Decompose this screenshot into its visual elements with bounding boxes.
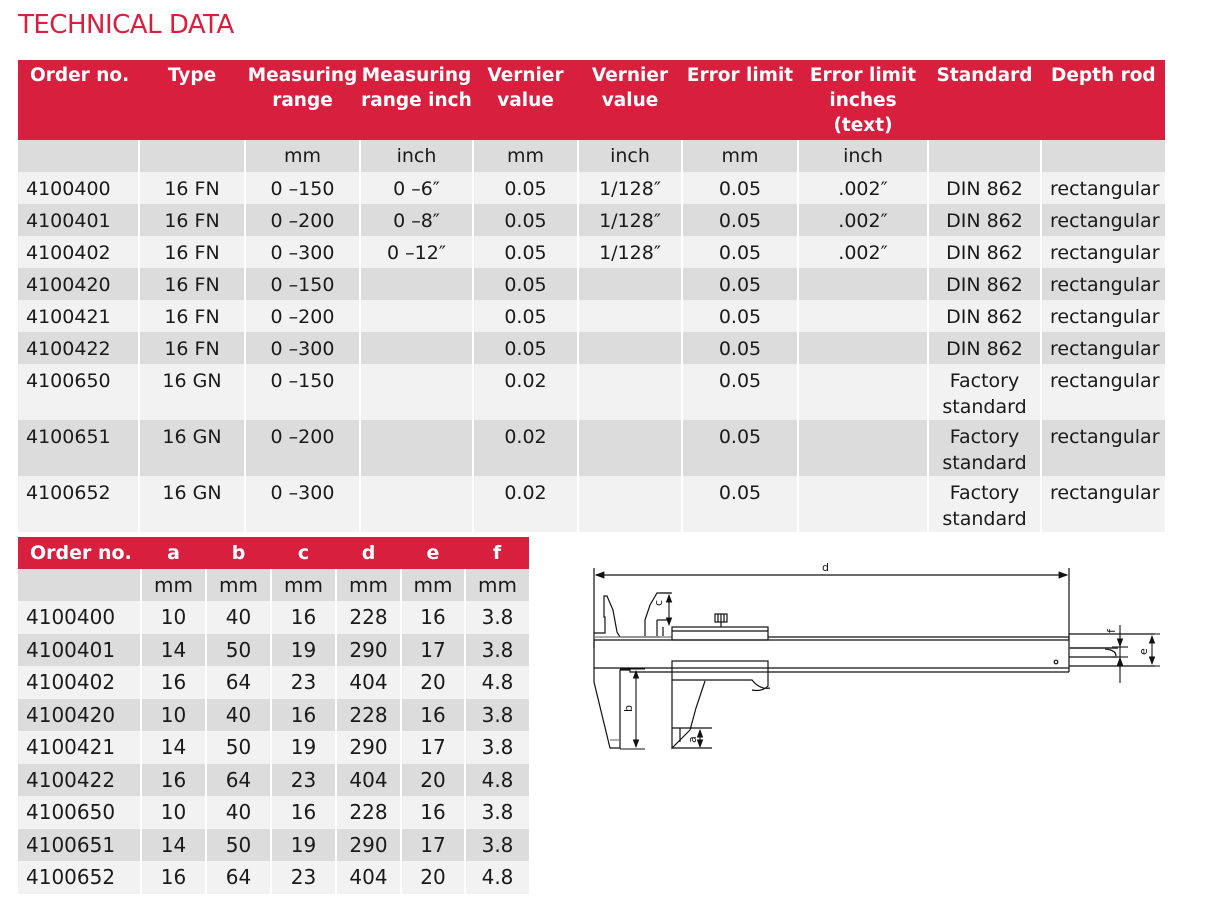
table-row	[18, 420, 1165, 476]
error-inch-cell: .002″	[798, 236, 928, 268]
dim-b-cell: 64	[206, 666, 271, 699]
dim-c-cell: 19	[271, 731, 336, 764]
technical-data-table	[18, 60, 1165, 532]
dimension-label-f: f	[1105, 629, 1118, 633]
dim-c-cell: 23	[271, 861, 336, 894]
depth-rod-cell: rectangular	[1041, 236, 1165, 268]
unit-cell	[1041, 140, 1165, 172]
dim-e-cell: 20	[401, 764, 465, 797]
header-d: d	[336, 537, 401, 569]
dim-a-cell: 10	[141, 796, 206, 829]
unit-cell: mm	[245, 140, 360, 172]
error-inch-cell	[798, 364, 928, 420]
header-vernier-value-mm: Vernier value	[473, 60, 578, 140]
dim-d-cell: 404	[336, 861, 401, 894]
vernier-mm-cell: 0.05	[473, 204, 578, 236]
error-mm-cell: 0.05	[682, 476, 798, 532]
vernier-mm-cell: 0.05	[473, 300, 578, 332]
unit-cell: mm	[682, 140, 798, 172]
vernier-mm-cell: 0.02	[473, 476, 578, 532]
table-row	[18, 268, 1165, 300]
dim-e-cell: 17	[401, 829, 465, 862]
header-b: b	[206, 537, 271, 569]
error-mm-cell: 0.05	[682, 236, 798, 268]
range-inch-cell	[360, 420, 473, 476]
range-mm-cell: 0 –300	[245, 332, 360, 364]
header-a: a	[141, 537, 206, 569]
dim-e-cell: 17	[401, 634, 465, 667]
header-e: e	[401, 537, 465, 569]
dim-d-cell: 404	[336, 764, 401, 797]
type-cell: 16 GN	[139, 476, 245, 532]
error-mm-cell: 0.05	[682, 268, 798, 300]
table-row	[18, 601, 529, 634]
order-no-cell: 4100422	[18, 332, 139, 364]
standard-cell: DIN 862	[928, 236, 1041, 268]
unit-cell: inch	[578, 140, 682, 172]
range-inch-cell: 0 –8″	[360, 204, 473, 236]
vernier-inch-cell: 1/128″	[578, 172, 682, 204]
vernier-mm-cell: 0.05	[473, 236, 578, 268]
range-mm-cell: 0 –150	[245, 172, 360, 204]
type-cell: 16 FN	[139, 332, 245, 364]
error-inch-cell	[798, 420, 928, 476]
order-no-cell: 4100401	[18, 204, 139, 236]
header-type: Type	[139, 60, 245, 140]
dim-f-cell: 3.8	[465, 731, 529, 764]
range-inch-cell	[360, 300, 473, 332]
table-row	[18, 829, 529, 862]
dim-b-cell: 50	[206, 634, 271, 667]
range-mm-cell: 0 –200	[245, 300, 360, 332]
depth-rod-cell: rectangular	[1041, 332, 1165, 364]
standard-cell: DIN 862	[928, 268, 1041, 300]
order-no-cell: 4100402	[18, 666, 141, 699]
dim-f-cell: 3.8	[465, 601, 529, 634]
depth-rod-cell: rectangular	[1041, 364, 1165, 420]
table-row	[18, 476, 1165, 532]
dim-a-cell: 16	[141, 861, 206, 894]
table-row	[18, 796, 529, 829]
table-header-row	[18, 537, 529, 569]
range-mm-cell: 0 –200	[245, 420, 360, 476]
order-no-cell: 4100652	[18, 861, 141, 894]
dim-a-cell: 14	[141, 634, 206, 667]
dimension-label-e: e	[1137, 648, 1150, 655]
vernier-inch-cell	[578, 364, 682, 420]
depth-rod-cell: rectangular	[1041, 172, 1165, 204]
error-mm-cell: 0.05	[682, 300, 798, 332]
standard-cell: Factory standard	[928, 476, 1041, 532]
dim-c-cell: 16	[271, 601, 336, 634]
table-row	[18, 236, 1165, 268]
order-no-cell: 4100652	[18, 476, 139, 532]
depth-rod-cell: rectangular	[1041, 300, 1165, 332]
dim-a-cell: 16	[141, 666, 206, 699]
range-inch-cell	[360, 364, 473, 420]
vernier-inch-cell	[578, 420, 682, 476]
error-mm-cell: 0.05	[682, 204, 798, 236]
header-error-limit-inches: Error limit inches (text)	[798, 60, 928, 140]
header-measuring-range: Measuring range	[245, 60, 360, 140]
dim-f-cell: 3.8	[465, 634, 529, 667]
dimension-label-a: a	[686, 736, 699, 743]
unit-cell: mm	[336, 569, 401, 601]
vernier-mm-cell: 0.02	[473, 364, 578, 420]
caliper-drawing	[590, 555, 1170, 765]
units-row	[18, 140, 1165, 172]
type-cell: 16 FN	[139, 172, 245, 204]
dim-c-cell: 16	[271, 699, 336, 732]
error-mm-cell: 0.05	[682, 364, 798, 420]
dim-a-cell: 10	[141, 699, 206, 732]
dim-d-cell: 228	[336, 796, 401, 829]
order-no-cell: 4100401	[18, 634, 141, 667]
range-inch-cell	[360, 332, 473, 364]
unit-cell: mm	[465, 569, 529, 601]
dim-b-cell: 50	[206, 731, 271, 764]
error-mm-cell: 0.05	[682, 172, 798, 204]
table-row	[18, 364, 1165, 420]
dim-f-cell: 3.8	[465, 829, 529, 862]
dim-e-cell: 16	[401, 796, 465, 829]
dim-f-cell: 4.8	[465, 861, 529, 894]
error-mm-cell: 0.05	[682, 420, 798, 476]
standard-cell: DIN 862	[928, 332, 1041, 364]
dim-f-cell: 4.8	[465, 764, 529, 797]
dim-c-cell: 19	[271, 634, 336, 667]
depth-rod-cell: rectangular	[1041, 476, 1165, 532]
range-mm-cell: 0 –300	[245, 236, 360, 268]
unit-cell	[18, 569, 141, 601]
order-no-cell: 4100651	[18, 829, 141, 862]
dim-c-cell: 19	[271, 829, 336, 862]
dim-d-cell: 290	[336, 829, 401, 862]
range-inch-cell: 0 –12″	[360, 236, 473, 268]
range-inch-cell	[360, 268, 473, 300]
dim-f-cell: 3.8	[465, 699, 529, 732]
unit-cell	[139, 140, 245, 172]
dimension-label-c: c	[652, 599, 665, 606]
dim-e-cell: 17	[401, 731, 465, 764]
error-inch-cell	[798, 332, 928, 364]
header-c: c	[271, 537, 336, 569]
error-inch-cell	[798, 476, 928, 532]
range-mm-cell: 0 –150	[245, 268, 360, 300]
dim-d-cell: 228	[336, 601, 401, 634]
error-inch-cell: .002″	[798, 204, 928, 236]
range-inch-cell: 0 –6″	[360, 172, 473, 204]
table-row	[18, 731, 529, 764]
type-cell: 16 FN	[139, 300, 245, 332]
dim-a-cell: 14	[141, 731, 206, 764]
unit-cell: inch	[798, 140, 928, 172]
order-no-cell: 4100650	[18, 796, 141, 829]
table-row	[18, 764, 529, 797]
page-title: TECHNICAL DATA	[18, 10, 234, 40]
unit-cell: mm	[473, 140, 578, 172]
vernier-mm-cell: 0.02	[473, 420, 578, 476]
order-no-cell: 4100650	[18, 364, 139, 420]
unit-cell: inch	[360, 140, 473, 172]
dim-e-cell: 16	[401, 601, 465, 634]
error-mm-cell: 0.05	[682, 332, 798, 364]
dim-b-cell: 40	[206, 796, 271, 829]
standard-cell: Factory standard	[928, 420, 1041, 476]
table-row	[18, 666, 529, 699]
dim-b-cell: 64	[206, 764, 271, 797]
dim-d-cell: 228	[336, 699, 401, 732]
order-no-cell: 4100421	[18, 731, 141, 764]
dim-c-cell: 23	[271, 764, 336, 797]
dim-f-cell: 3.8	[465, 796, 529, 829]
table-row	[18, 204, 1165, 236]
vernier-inch-cell	[578, 268, 682, 300]
units-row	[18, 569, 529, 601]
table-row	[18, 861, 529, 894]
table-header-row	[18, 60, 1165, 140]
dim-d-cell: 290	[336, 731, 401, 764]
vernier-mm-cell: 0.05	[473, 332, 578, 364]
dim-c-cell: 16	[271, 796, 336, 829]
header-vernier-value-inch: Vernier value	[578, 60, 682, 140]
header-order-no: Order no.	[18, 60, 139, 140]
type-cell: 16 FN	[139, 268, 245, 300]
order-no-cell: 4100420	[18, 699, 141, 732]
header-standard: Standard	[928, 60, 1041, 140]
dim-b-cell: 40	[206, 601, 271, 634]
vernier-inch-cell: 1/128″	[578, 204, 682, 236]
unit-cell: mm	[141, 569, 206, 601]
vernier-inch-cell	[578, 332, 682, 364]
unit-cell: mm	[206, 569, 271, 601]
vernier-mm-cell: 0.05	[473, 268, 578, 300]
dimension-label-d: d	[822, 561, 829, 574]
dim-d-cell: 404	[336, 666, 401, 699]
vernier-inch-cell	[578, 300, 682, 332]
range-mm-cell: 0 –150	[245, 364, 360, 420]
header-f: f	[465, 537, 529, 569]
dim-a-cell: 10	[141, 601, 206, 634]
table-row	[18, 172, 1165, 204]
range-mm-cell: 0 –300	[245, 476, 360, 532]
error-inch-cell	[798, 300, 928, 332]
vernier-mm-cell: 0.05	[473, 172, 578, 204]
standard-cell: Factory standard	[928, 364, 1041, 420]
depth-rod-cell: rectangular	[1041, 420, 1165, 476]
dim-a-cell: 16	[141, 764, 206, 797]
unit-cell: mm	[401, 569, 465, 601]
dim-b-cell: 64	[206, 861, 271, 894]
depth-rod-cell: rectangular	[1041, 268, 1165, 300]
dim-e-cell: 20	[401, 861, 465, 894]
table-row	[18, 332, 1165, 364]
dimensions-table	[18, 537, 529, 894]
header-error-limit: Error limit	[682, 60, 798, 140]
table-row	[18, 300, 1165, 332]
error-inch-cell	[798, 268, 928, 300]
header-depth-rod: Depth rod	[1041, 60, 1165, 140]
type-cell: 16 FN	[139, 236, 245, 268]
unit-cell: mm	[271, 569, 336, 601]
order-no-cell: 4100402	[18, 236, 139, 268]
header-measuring-range-inch: Measuring range inch	[360, 60, 473, 140]
vernier-inch-cell	[578, 476, 682, 532]
unit-cell	[928, 140, 1041, 172]
dim-e-cell: 20	[401, 666, 465, 699]
order-no-cell: 4100400	[18, 601, 141, 634]
error-inch-cell: .002″	[798, 172, 928, 204]
depth-rod-cell: rectangular	[1041, 204, 1165, 236]
type-cell: 16 FN	[139, 204, 245, 236]
order-no-cell: 4100651	[18, 420, 139, 476]
dim-f-cell: 4.8	[465, 666, 529, 699]
standard-cell: DIN 862	[928, 204, 1041, 236]
dim-a-cell: 14	[141, 829, 206, 862]
standard-cell: DIN 862	[928, 172, 1041, 204]
dim-b-cell: 40	[206, 699, 271, 732]
dimension-label-b: b	[622, 705, 635, 712]
order-no-cell: 4100421	[18, 300, 139, 332]
type-cell: 16 GN	[139, 364, 245, 420]
dim-d-cell: 290	[336, 634, 401, 667]
standard-cell: DIN 862	[928, 300, 1041, 332]
type-cell: 16 GN	[139, 420, 245, 476]
order-no-cell: 4100420	[18, 268, 139, 300]
vernier-inch-cell: 1/128″	[578, 236, 682, 268]
range-inch-cell	[360, 476, 473, 532]
order-no-cell: 4100400	[18, 172, 139, 204]
order-no-cell: 4100422	[18, 764, 141, 797]
table-row	[18, 634, 529, 667]
range-mm-cell: 0 –200	[245, 204, 360, 236]
dim-c-cell: 23	[271, 666, 336, 699]
dim-b-cell: 50	[206, 829, 271, 862]
header-order-no: Order no.	[18, 537, 141, 569]
dim-e-cell: 16	[401, 699, 465, 732]
table-row	[18, 699, 529, 732]
unit-cell	[18, 140, 139, 172]
